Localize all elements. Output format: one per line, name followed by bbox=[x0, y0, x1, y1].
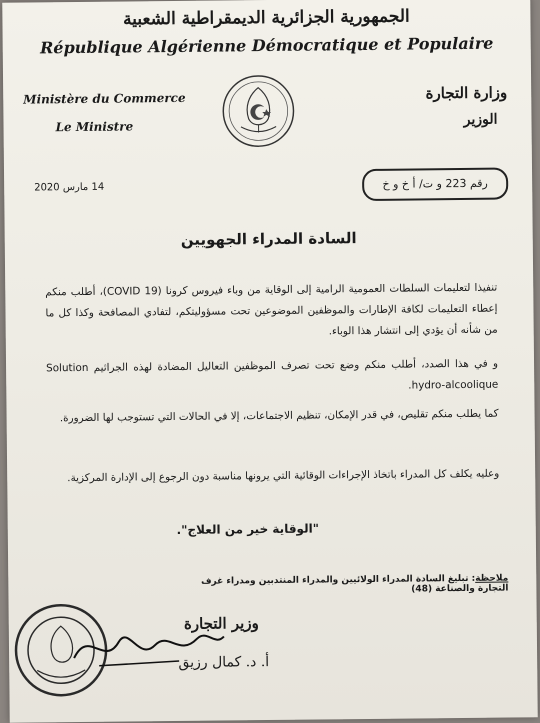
state-emblem-icon bbox=[219, 72, 298, 151]
minister-french: Le Ministre bbox=[55, 119, 133, 134]
paragraph-2: و في هذا الصدد، أطلب منكم وضع تحت تصرف الموظفين التعاليل المضادة لهذه الجراثيم Solution hydro-alcoolique. bbox=[46, 354, 498, 401]
header-french: République Algérienne Démocratique et Populaire bbox=[3, 33, 531, 58]
signatory-title: وزير التجارة bbox=[99, 614, 259, 634]
ministry-arabic: وزارة التجارة bbox=[426, 84, 508, 103]
reference-number: رقم 223 و ت/ أ خ و خ bbox=[362, 167, 508, 201]
paragraph-3: كما يطلب منكم تقليص، في قدر الإمكان، تنظيم الاجتماعات، إلا في الحالات التي تستوجب لها الضرورة. bbox=[46, 404, 498, 430]
header-arabic: الجمهورية الجزائرية الديمقراطية الشعبية bbox=[2, 5, 530, 31]
letter-date: 14 مارس 2020 bbox=[34, 182, 104, 194]
document-page bbox=[2, 0, 538, 723]
minister-arabic: الوزير bbox=[464, 112, 498, 128]
closing-motto: "الوقاية خير من العلاج". bbox=[8, 520, 488, 539]
ministry-french: Ministère du Commerce bbox=[23, 91, 185, 107]
letter-title: السادة المدراء الجهويين bbox=[5, 227, 533, 251]
paragraph-1: تنفيذا لتعليمات السلطات العمومية الرامية إلى الوقاية من وباء فيروس كرونا (COVID 19)، أطلب منكم إعطاء التعليمات لكافة الإطارات والموظفين الموضوعين تحت مسؤوليتكم، لتفادي المصافحة وكذا كل ما من شأنه أن يؤدي إلى انتشار هذا الوباء. bbox=[45, 278, 498, 346]
note-label: ملاحظة bbox=[475, 574, 508, 584]
note-line bbox=[168, 574, 508, 598]
paragraph-4: وعليه يكلف كل المدراء باتخاذ الإجراءات الوقائية التي يرونها مناسبة دون الرجوع إلى الإدارة المركزية. bbox=[47, 464, 499, 490]
signatory-name: أ. د. كمال رزيق bbox=[109, 654, 269, 672]
note-text: : تبليغ السادة المدراء الولائيين والمدراء المنتدبين ومدراء غرف التجارة والصناعة (48) bbox=[201, 574, 508, 595]
